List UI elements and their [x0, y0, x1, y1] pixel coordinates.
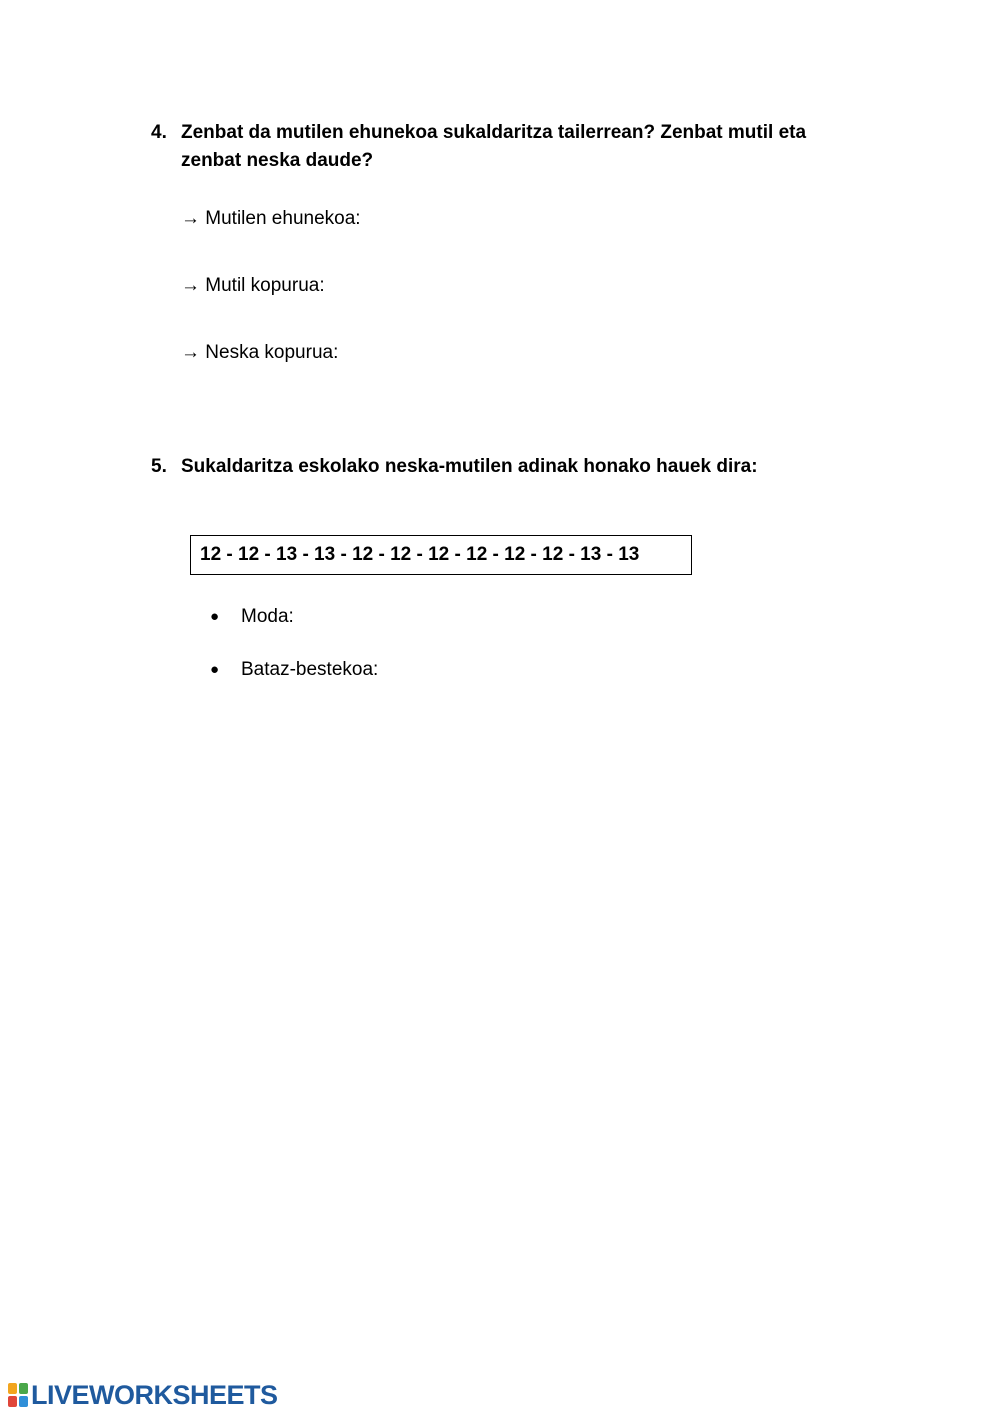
logo-block-4: [19, 1396, 28, 1407]
question-4: [151, 119, 861, 175]
bullet-mode: [210, 605, 294, 629]
question-5: [151, 453, 861, 481]
question-4-text: Zenbat da mutilen ehunekoa sukaldaritza tailerrean? Zenbat mutil eta zenbat neska daude?: [181, 122, 807, 171]
liveworksheets-logo-text: LIVEWORKSHEETS: [31, 1379, 278, 1410]
bullet-mode-label: Moda:: [241, 606, 294, 627]
ages-box: 12 - 12 - 13 - 13 - 12 - 12 - 12 - 12 - 12 - 12 - 13 - 13: [190, 535, 692, 575]
logo-block-2: [19, 1383, 28, 1394]
question-4-number: 4.: [151, 122, 167, 143]
liveworksheets-logo: [8, 1380, 278, 1410]
logo-block-1: [8, 1383, 17, 1394]
bullet-dot-icon: ●: [210, 661, 220, 678]
answer-boys-count-label: → Mutil kopurua:: [181, 275, 325, 296]
answer-boys-percentage-label: → Mutilen ehunekoa:: [181, 208, 361, 229]
bullet-mean-label: Bataz-bestekoa:: [241, 659, 379, 680]
question-5-number: 5.: [151, 456, 167, 477]
question-5-text: Sukaldaritza eskolako neska-mutilen adinak honako hauek dira:: [181, 456, 758, 477]
liveworksheets-logo-icon: [8, 1383, 28, 1407]
bullet-dot-icon: ●: [210, 608, 220, 625]
bullet-mean: [210, 658, 378, 682]
answer-girls-count-label: → Neska kopurua:: [181, 342, 339, 363]
logo-block-3: [8, 1396, 17, 1407]
